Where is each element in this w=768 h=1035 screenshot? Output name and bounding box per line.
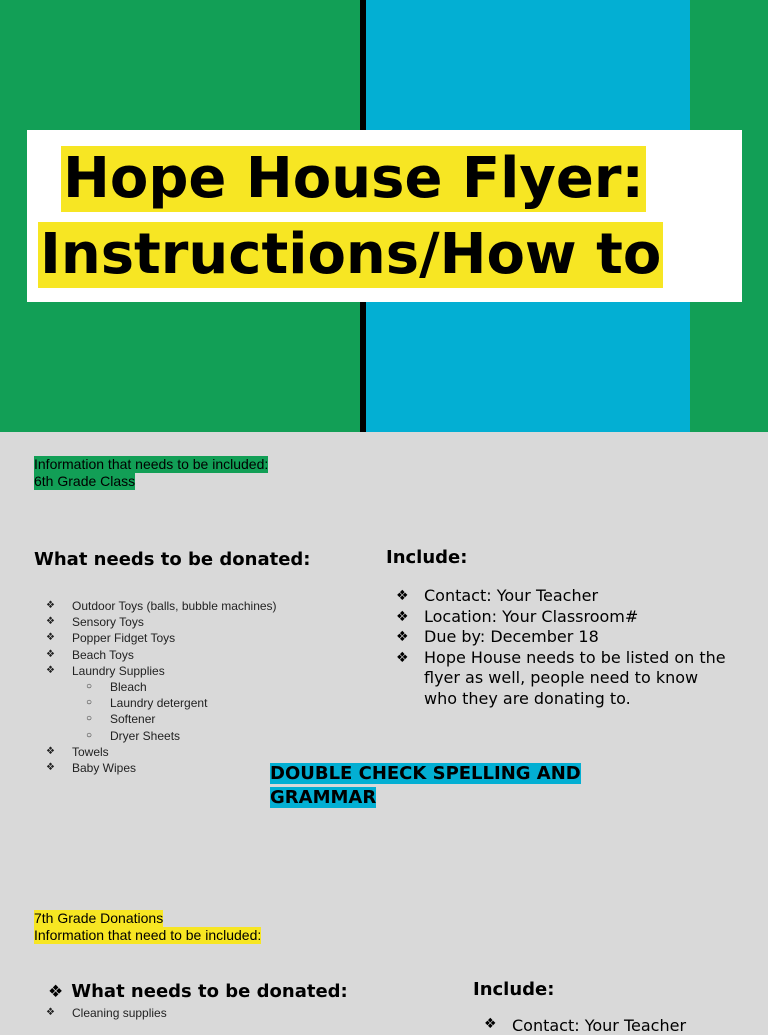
include-heading: Include: — [386, 547, 468, 568]
diamond-bullet-icon: ❖ — [396, 608, 409, 625]
title-line-1: Hope House Flyer: — [63, 146, 644, 211]
diamond-bullet-icon: ❖ — [484, 1016, 497, 1032]
diamond-bullet-icon: ❖ — [46, 632, 55, 644]
seventh-line-1: 7th Grade Donations — [34, 910, 164, 926]
double-check-note: DOUBLE CHECK SPELLING AND GRAMMAR — [270, 763, 581, 808]
seventh-donation-list — [44, 1005, 167, 1021]
diamond-bullet-icon: ❖ — [46, 1007, 55, 1018]
diamond-bullet-icon: ❖ — [46, 745, 55, 757]
sub-list-item: ○ Laundry detergent — [86, 696, 208, 711]
list-item: ❖ Cleaning supplies — [46, 1006, 167, 1020]
diamond-bullet-icon: ❖ — [46, 600, 55, 611]
list-item: ❖ Laundry Supplies — [46, 663, 165, 678]
donation-list — [44, 598, 277, 776]
sub-list-item: ○ Dryer Sheets — [86, 728, 181, 743]
sub-list-item: ○ Softener — [86, 712, 156, 727]
hollow-bullet-icon: ○ — [86, 697, 93, 709]
diamond-bullet-icon: ❖ — [396, 649, 409, 666]
diamond-bullet-icon: ❖ — [46, 616, 55, 628]
list-item: ❖ Location: Your Classroom# — [396, 606, 639, 626]
list-item: ❖ Outdoor Toys (balls, bubble machines) — [46, 599, 277, 613]
list-item: ❖ Hope House needs to be listed on the flyer as well, people need to know who they are donating to. — [396, 647, 726, 708]
include-list — [396, 586, 726, 709]
list-item: ❖ Towels — [46, 744, 109, 759]
sub-list-item: ○ Bleach — [86, 679, 147, 694]
seventh-include-list — [484, 1016, 686, 1035]
info-line-2: 6th Grade Class — [34, 473, 136, 489]
list-item: ❖ Baby Wipes — [46, 760, 137, 775]
hollow-bullet-icon: ○ — [86, 713, 93, 725]
donate-heading: What needs to be donated: — [34, 549, 311, 570]
list-item: ❖ Sensory Toys — [46, 615, 144, 630]
sixth-grade-info — [34, 456, 268, 490]
diamond-bullet-icon: ❖ — [46, 761, 55, 773]
instructions-slide — [0, 432, 768, 1035]
seventh-line-2: Information that need to be included: — [34, 927, 262, 943]
list-item: ❖ Contact: Your Teacher — [396, 586, 599, 605]
seventh-include-heading: Include: — [473, 979, 555, 1000]
list-item: ❖ Contact: Your Teacher — [484, 1016, 687, 1035]
seventh-grade-info — [34, 910, 261, 944]
info-line-1: Information that needs to be included: — [34, 456, 269, 472]
diamond-bullet-icon: ❖ — [48, 982, 64, 1002]
title-line-2: Instructions/How to — [40, 222, 662, 287]
diamond-bullet-icon: ❖ — [396, 588, 409, 604]
diamond-bullet-icon: ❖ — [46, 664, 55, 676]
hollow-bullet-icon: ○ — [86, 729, 93, 741]
seventh-donate-heading: ❖ What needs to be donated: — [48, 981, 348, 1002]
diamond-bullet-icon: ❖ — [396, 629, 409, 645]
list-item: ❖ Due by: December 18 — [396, 627, 599, 646]
list-item: ❖ Popper Fidget Toys — [46, 631, 176, 646]
hollow-bullet-icon: ○ — [86, 680, 93, 692]
diamond-bullet-icon: ❖ — [46, 648, 55, 660]
title-slide — [0, 0, 768, 432]
list-item: ❖ Beach Toys — [46, 647, 134, 662]
